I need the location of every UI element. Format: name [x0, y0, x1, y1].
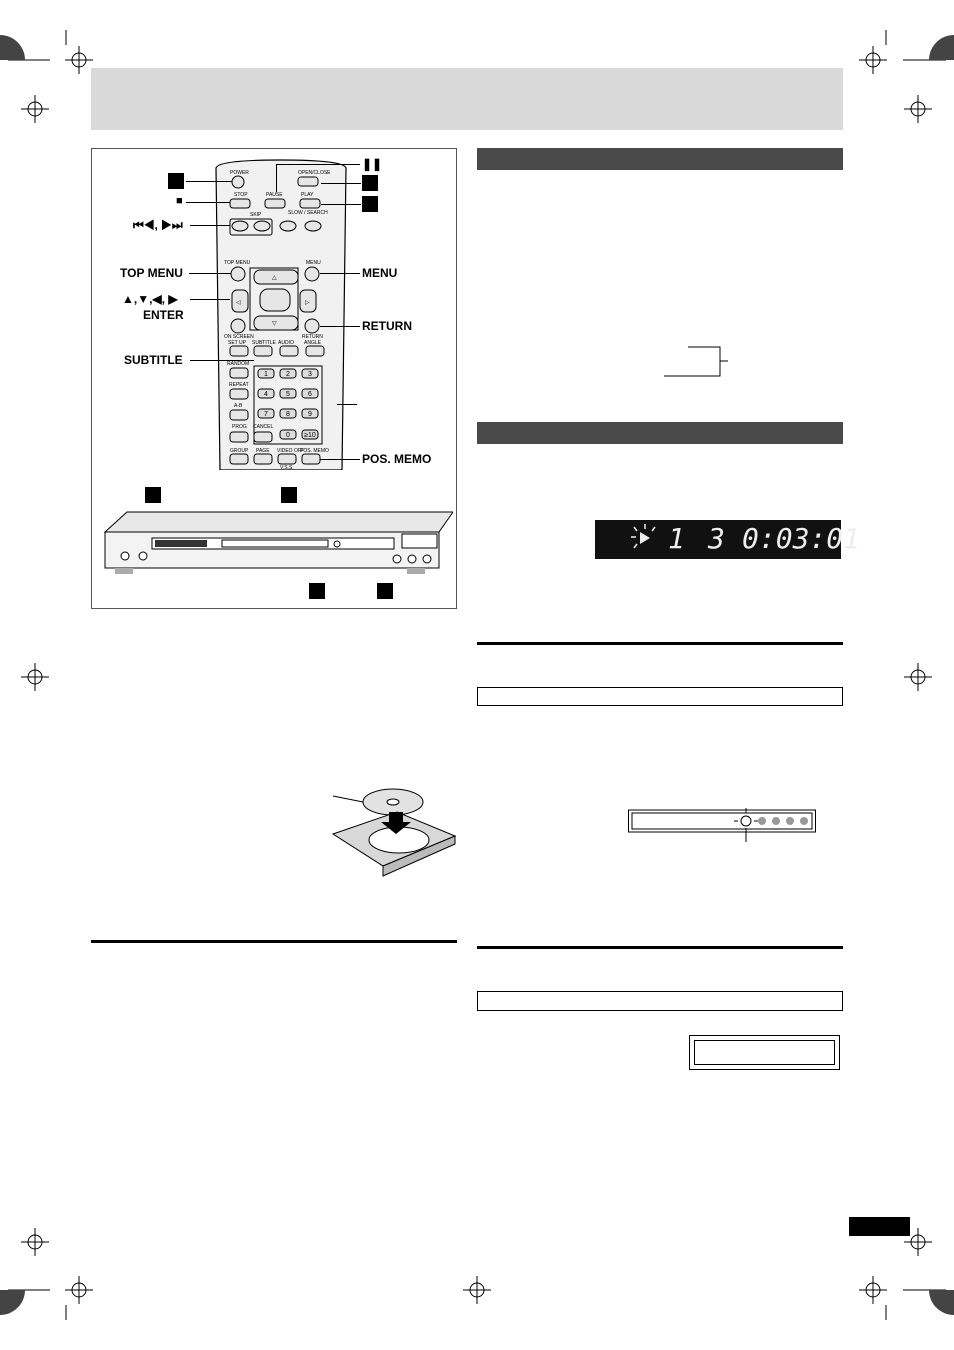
return-key-text: RETURN: [302, 334, 323, 340]
section-rule-2: [477, 946, 843, 949]
skip-label: ⏮◀, ▶⏭: [133, 218, 183, 232]
angle-key-text: ANGLE: [304, 340, 321, 346]
svg-text:▷: ▷: [305, 300, 310, 306]
leader-line: [321, 204, 361, 205]
leader-line: [320, 273, 360, 274]
vss-key-text: V.S.S.: [280, 465, 294, 470]
slow-search-key-text: SLOW / SEARCH: [288, 210, 328, 216]
display-elapsed-time: 0:03:01: [742, 522, 861, 555]
power-key-text: POWER: [230, 170, 249, 176]
page-header-band: [91, 68, 843, 130]
step-marker: [362, 175, 378, 191]
note-box-2: [477, 991, 843, 1011]
enter-label: ENTER: [143, 308, 184, 322]
on-screen-key-text: ON SCREEN: [224, 334, 254, 340]
num-key-9: 9: [308, 411, 312, 418]
page-number-tab: [849, 1217, 910, 1236]
svg-text:▽: ▽: [272, 321, 277, 327]
num-key-4: 4: [264, 391, 268, 398]
step-marker: [281, 487, 297, 503]
set-up-key-text: SET UP: [228, 340, 246, 346]
display-group-number: 1: [668, 522, 685, 555]
svg-text:△: △: [272, 275, 277, 281]
leader-line: [190, 299, 230, 300]
step-marker: [145, 487, 161, 503]
page-key-text: PAGE: [256, 448, 270, 454]
num-key-1: 1: [264, 371, 268, 378]
play-blink-icon: [628, 522, 662, 552]
svg-text:◁: ◁: [236, 300, 241, 306]
leader-line: [186, 202, 230, 203]
leader-line: [276, 164, 360, 165]
leader-line: [320, 326, 360, 327]
num-key-10plus: ≥10: [304, 432, 316, 439]
step-marker: [309, 583, 325, 599]
leader-line: [276, 164, 277, 192]
step-marker: [362, 196, 378, 212]
audio-key-text: AUDIO: [278, 340, 294, 346]
bracket-diagram: [660, 342, 730, 378]
num-key-3: 3: [308, 371, 312, 378]
num-key-5: 5: [286, 391, 290, 398]
leader-line: [190, 360, 254, 361]
cancel-key-text: CANCEL: [253, 424, 274, 430]
play-key-text: PLAY: [301, 192, 314, 198]
num-key-6: 6: [308, 391, 312, 398]
repeat-key-text: REPEAT: [229, 382, 249, 388]
dvd-player-illustration: [97, 502, 453, 582]
stop-label: ■: [176, 195, 183, 207]
leader-line: [320, 459, 360, 460]
subtitle-label: SUBTITLE: [124, 353, 183, 367]
random-key-text: RANDOM: [227, 361, 250, 367]
section-bar-2: [477, 422, 843, 444]
leader-line: [190, 225, 230, 226]
pause-key-text: PAUSE: [266, 192, 283, 198]
leader-line: [186, 181, 232, 182]
subtitle-key-text: SUBTITLE: [252, 340, 276, 346]
leader-line: [321, 183, 361, 184]
open-close-key-text: OPEN/CLOSE: [298, 170, 331, 176]
num-key-7: 7: [264, 411, 268, 418]
num-key-0: 0: [286, 432, 290, 439]
top-menu-key-text: TOP MENU: [224, 260, 251, 266]
note-box-1: [477, 687, 843, 706]
section-rule-1: [477, 642, 843, 645]
num-key-2: 2: [286, 371, 290, 378]
step-marker: [377, 583, 393, 599]
section-bar-1: [477, 148, 843, 170]
leader-line: [337, 404, 357, 405]
stop-key-text: STOP: [234, 192, 248, 198]
pause-label: ❚❚: [362, 157, 383, 171]
pos-memo-key-text: POS. MEMO: [300, 448, 329, 454]
left-section-rule: [91, 940, 457, 943]
menu-key-text: MENU: [306, 260, 321, 266]
return-label: RETURN: [362, 319, 412, 333]
display-box: [689, 1035, 840, 1070]
ab-key-text: A-B: [234, 403, 243, 409]
num-key-8: 8: [286, 411, 290, 418]
leader-line: [189, 273, 231, 274]
top-menu-label: TOP MENU: [120, 266, 183, 280]
group-key-text: GROUP: [230, 448, 249, 454]
display-track-number: 3: [708, 522, 725, 555]
step-marker: [168, 173, 184, 189]
pos-memo-label: POS. MEMO: [362, 452, 432, 466]
video-off-key-text: VIDEO OFF: [277, 448, 304, 454]
skip-key-text: SKIP: [250, 212, 262, 218]
arrows-label: ▲,▼,◀, ▶: [122, 292, 178, 306]
menu-label: MENU: [362, 266, 398, 280]
disc-tray-illustration: [327, 782, 459, 880]
prog-key-text: PROG: [232, 424, 247, 430]
front-panel-indicator: [628, 808, 816, 844]
